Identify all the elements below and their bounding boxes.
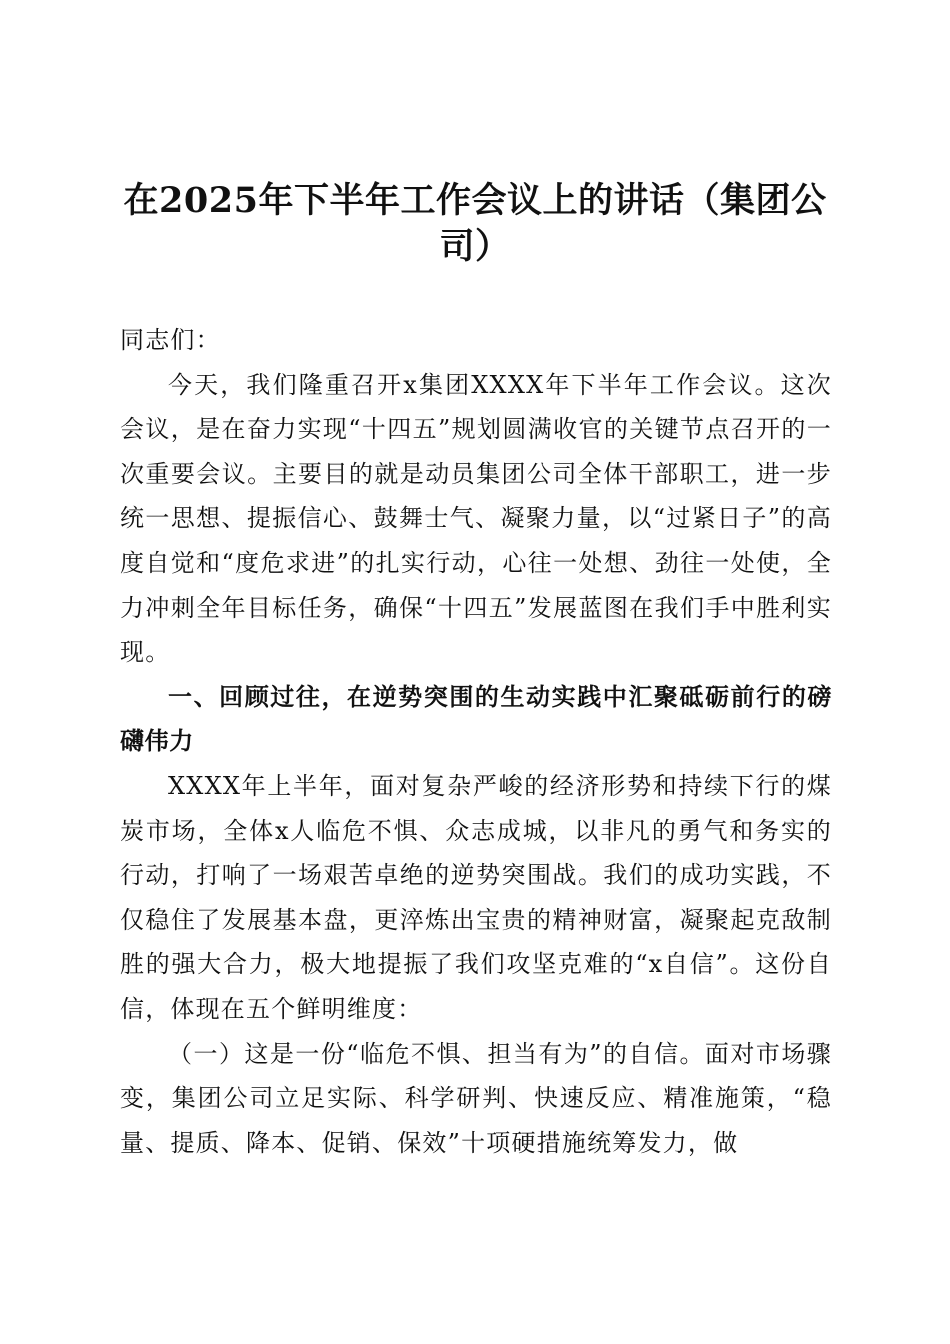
paragraph-intro: 今天，我们隆重召开x集团XXXX年下半年工作会议。这次会议，是在奋力实现“十四五”规划圆满收官的关键节点召开的一次重要会议。主要目的就是动员集团公司全体干部职工，进一步统一思想、提振信心、鼓舞士气、凝聚力量，以“过紧日子”的高度自觉和“度危求进”的扎实行动，心往一处想、劲往一处使，全力冲刺全年目标任务，确保“十四五”发展蓝图在我们手中胜利实现。 bbox=[120, 370, 832, 667]
document-title: 在2025年下半年工作会议上的讲话（集团公司） bbox=[123, 180, 827, 267]
paragraph-subpoint-1: （一）这是一份“临危不惧、担当有为”的自信。面对市场骤变，集团公司立足实际、科学研判、快速反应、精准施策，“稳量、提质、降本、促销、保效”十项硬措施统筹发力，做 bbox=[120, 1039, 832, 1157]
section-heading-1: 一、回顾过往，在逆势突围的生动实践中汇聚砥砺前行的磅礴伟力 bbox=[120, 682, 832, 756]
document-body bbox=[120, 318, 832, 1165]
salutation: 同志们： bbox=[120, 326, 221, 354]
paragraph-review: XXXX年上半年，面对复杂严峻的经济形势和持续下行的煤炭市场，全体x人临危不惧、众志成城，以非凡的勇气和务实的行动，打响了一场艰苦卓绝的逆势突围战。我们的成功实践，不仅稳住了发展基本盘，更淬炼出宝贵的精神财富，凝聚起克敌制胜的强大合力，极大地提振了我们攻坚克难的“x自信”。这份自信，体现在五个鲜明维度： bbox=[120, 771, 832, 1023]
